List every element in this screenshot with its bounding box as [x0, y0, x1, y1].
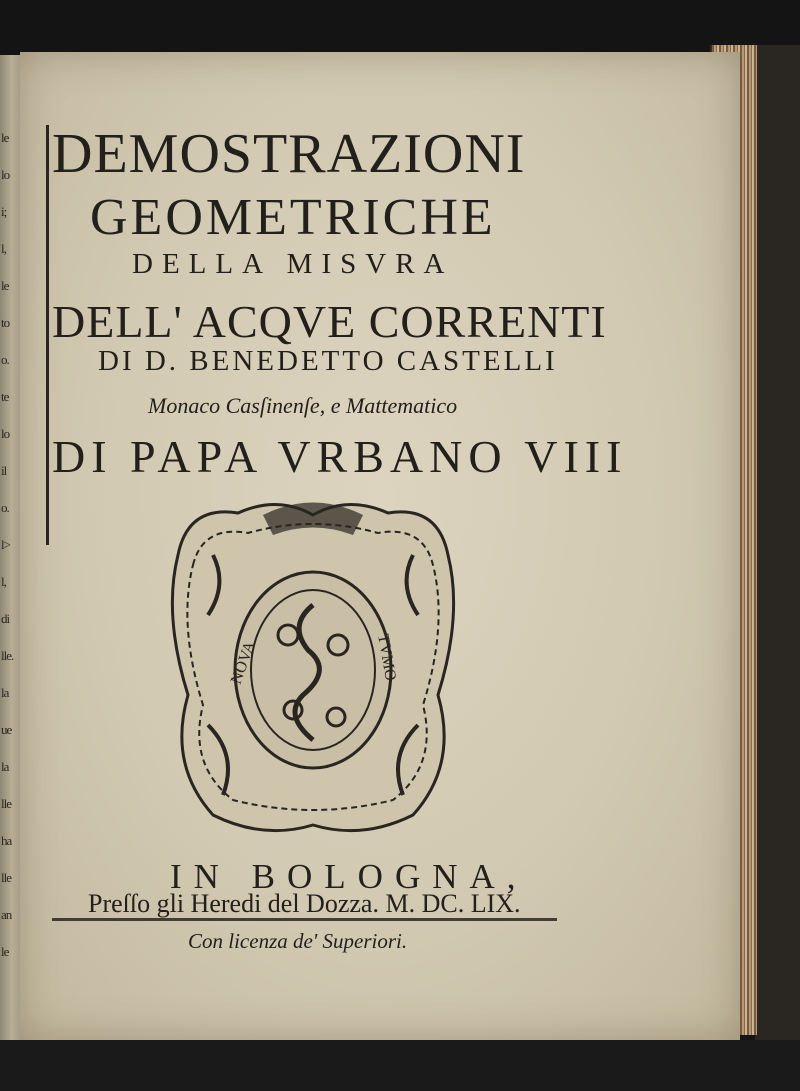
left-margin-fragment: le [1, 130, 9, 145]
left-margin-fragment: l> [1, 537, 10, 552]
background-right [755, 45, 800, 1045]
background-bottom [0, 1040, 800, 1091]
emblem-motto-left: NOVA [227, 639, 259, 687]
left-margin-fragment: o. [1, 352, 9, 367]
left-margin-fragment: i; [1, 204, 7, 219]
author-line: DI D. BENEDETTO CASTELLI [98, 345, 558, 377]
left-margin-fragment: l, [1, 241, 6, 256]
emblem-motto-right: TVMO [374, 632, 399, 683]
left-margin-fragment: an [1, 907, 12, 922]
imprint-printer-date: Preſſo gli Heredi del Dozza. M. DC. LIX. [88, 889, 521, 918]
papal-coat-of-arms-icon [168, 495, 458, 835]
title-line-1: DEMOSTRAZIONI [52, 123, 526, 185]
left-margin-fragment: la [1, 685, 9, 700]
left-margin-fragment: lle. [1, 648, 14, 663]
left-rule [46, 125, 49, 545]
left-margin-fragment: le [1, 944, 9, 959]
left-margin-fragment: il [1, 463, 7, 478]
imprint-city: IN BOLOGNA, [170, 857, 528, 896]
author-title-line: Monaco Casſinenſe, e Mattematico [148, 393, 458, 418]
left-margin-fragment: le [1, 278, 9, 293]
left-margin-fragment: lle [1, 796, 11, 811]
imprint-license: Con licenza de' Superiori. [188, 929, 408, 953]
left-margin-fragment: o. [1, 500, 9, 515]
left-margin-fragment: to [1, 315, 10, 330]
left-margin-fragment: ha [1, 833, 12, 848]
left-margin-fragment: l, [1, 574, 6, 589]
left-margin-fragment: lo [1, 426, 10, 441]
left-margin-fragment: lo [1, 167, 10, 182]
title-line-3: DELLA MISVRA [132, 248, 454, 280]
title-line-2: GEOMETRICHE [90, 189, 496, 246]
left-margin-fragment: te [1, 389, 9, 404]
left-margin-fragment: la [1, 759, 9, 774]
dedication-line: DI PAPA VRBANO VIII [52, 431, 628, 482]
imprint-rule [52, 918, 557, 921]
left-margin-fragment: ue [1, 722, 12, 737]
title-line-4: DELL' ACQVE CORRENTI [52, 296, 607, 347]
left-margin-fragment: lle [1, 870, 11, 885]
left-margin-fragment: di [1, 611, 10, 626]
